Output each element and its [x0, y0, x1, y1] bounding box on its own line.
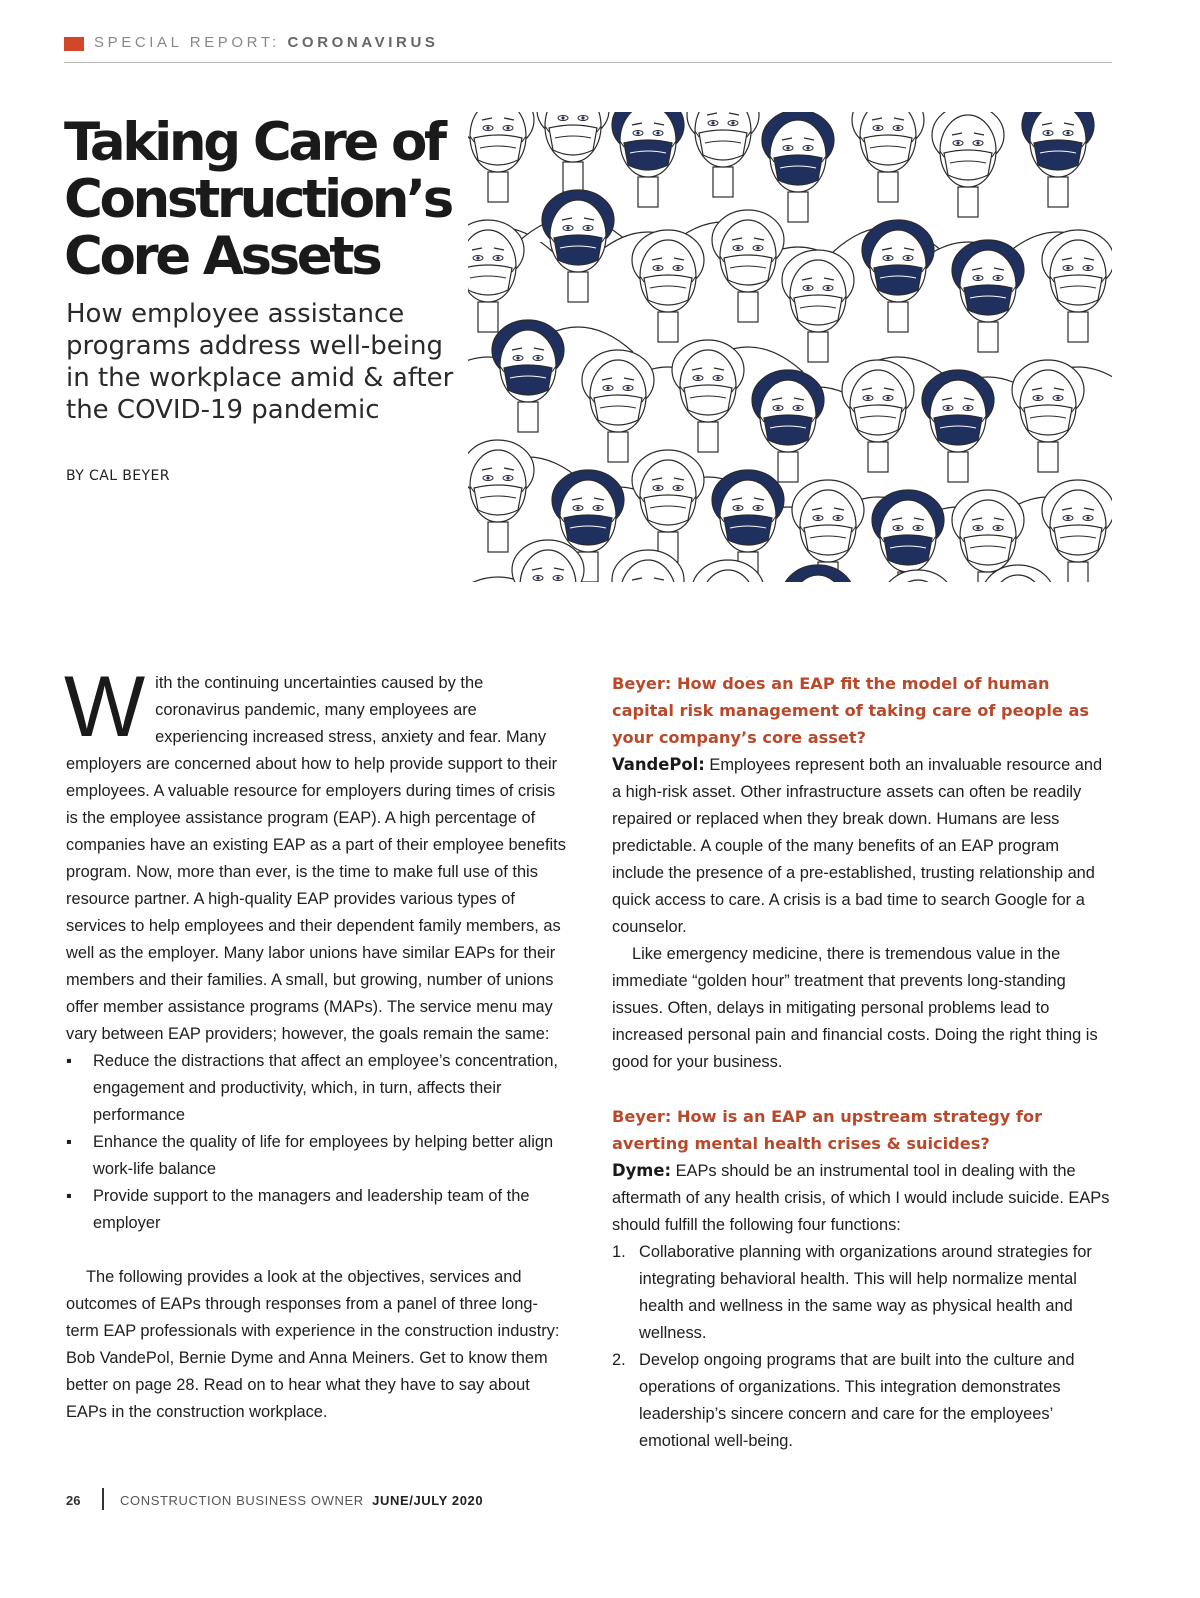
question-1: Beyer: How does an EAP fit the model of human capital risk management of taking care of people as your company’s core asset?	[612, 674, 1090, 747]
closing-paragraph: The following provides a look at the objectives, services and outcomes of EAPs through responses from a panel of three long-term EAP professionals with experience in the construction industry: Bob VandePol, Bernie Dyme and Anna Meiners. Get to know them better on page 28. Read on to hear what they have to say about EAPs in the construction workplace.	[66, 1268, 560, 1421]
masked-face	[863, 570, 973, 582]
byline: BY CAL BEYER	[66, 468, 170, 484]
footer-divider	[102, 1488, 104, 1510]
list-item: ▪ Provide support to the managers and leadership team of the employer	[66, 1187, 530, 1232]
section-header	[64, 34, 1112, 63]
section-topic: CORONAVIRUS	[287, 34, 439, 51]
section-label: SPECIAL REPORT: CORONAVIRUS	[94, 34, 439, 51]
masked-face	[673, 560, 783, 582]
page-number: 26	[66, 1493, 81, 1508]
magazine-name: CONSTRUCTION BUSINESS OWNER JUNE/JULY 2020	[120, 1493, 484, 1508]
article-title: Taking Care of Construction’s Core Assets	[64, 112, 451, 287]
right-column	[612, 670, 1112, 1455]
list-item: ▪ Enhance the quality of life for employees by helping better align work-life balance	[66, 1133, 554, 1178]
functions-list	[612, 1239, 1112, 1455]
list-item: ▪ Reduce the distractions that affect an employee’s concentration, engagement and productivity, which, in turn, affects their performance	[66, 1052, 558, 1124]
crowd-drawing	[468, 112, 1112, 582]
list-item: 2. Develop ongoing programs that are built into the culture and operations of organizations. This integration demonstrates leadership’s sincere concern and care for the employees’ emotional well-being.	[612, 1351, 1075, 1450]
question-2: Beyer: How is an EAP an upstream strategy for averting mental health crises & suicides?	[612, 1107, 1043, 1153]
answer-1: VandePol: Employees represent both an invaluable resource and a high-risk asset. Other infrastructure assets can often be readily repaired or replaced when they break down. Humans are less predictable. A couple of the many benefits of an EAP program include the presence of a pre-established, trusting relationship and quick access to care. A crisis is a bad time to search Google for a counselor.	[612, 755, 1103, 936]
answer-2: Dyme: EAPs should be an instrumental tool in dealing with the aftermath of any health crisis, of which I would include suicide. EAPs should fulfill the following four functions:	[612, 1161, 1110, 1234]
intro-paragraph: With the continuing uncertainties caused by the coronavirus pandemic, many employees are experiencing increased stress, anxiety and fear. Many employers are concerned about how to help provide support to their employees. A valuable resource for employers during times of crisis is the employee assistance program (EAP). A high percentage of companies have an existing EAP as a part of their employee benefits program. Now, more than ever, is the time to make full use of this resource partner. A high-quality EAP provides various types of services to help employees and their dependent family members, as well as the employer. Many labor unions have similar EAPs for their members and their families. A small, but growing, number of unions offer member assistance programs (MAPs). The service menu may vary between EAP providers; however, the goals remain the same:	[64, 659, 566, 1043]
goals-list	[66, 1048, 566, 1237]
masked-face	[1023, 480, 1112, 582]
list-item: 1. Collaborative planning with organizations around strategies for integrating behavioral health. This will help normalize mental health and wellness in the same way as physical health and wellness.	[612, 1243, 1092, 1342]
answer-1-continued: Like emergency medicine, there is tremendous value in the immediate “golden hour” treatment that prevents long-standing issues. Often, delays in mitigating personal problems lead to increased personal pain and financial costs. Doing the right thing is good for your business.	[612, 945, 1098, 1071]
left-column	[64, 659, 566, 1426]
issue-date: JUNE/JULY 2020	[372, 1493, 484, 1508]
masked-face	[593, 550, 703, 582]
masked-face	[763, 565, 873, 582]
masked-crowd-illustration	[468, 112, 1112, 582]
section-marker-square	[64, 37, 84, 51]
drop-cap: W	[64, 659, 146, 755]
article-subtitle: How employee assistance programs address well-being in the workplace amid & after the COVID-19 pandemic	[66, 299, 454, 425]
